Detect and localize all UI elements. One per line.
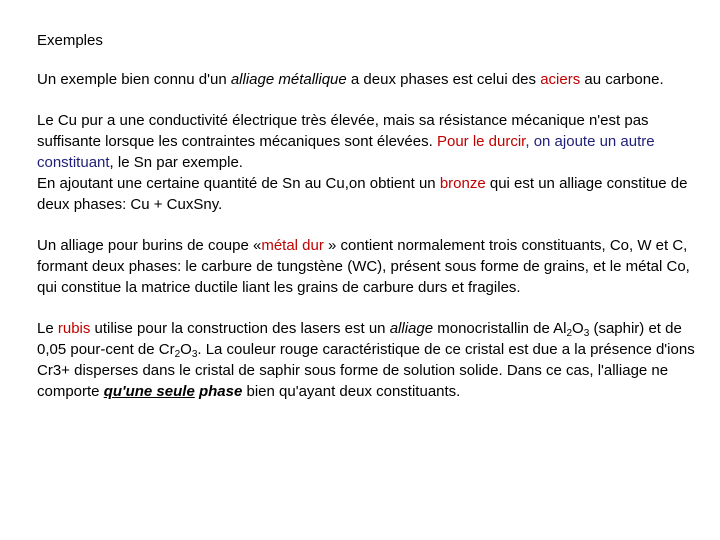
- p5-text-p: bien qu'ayant deux constituants.: [242, 383, 461, 400]
- p1-highlight-aciers: aciers: [540, 71, 581, 88]
- p2-highlight-durcir: durcir: [488, 133, 526, 150]
- p3-text-c: qui est un alliage constitue de deux phases: Cu + CuxSny.: [37, 175, 688, 213]
- p5-text-k: O: [180, 341, 192, 358]
- p4-text-c: » contient normalement trois constituants, Co, W et C, formant deux phases: le carbure de tungstène (WC), présent sous forme de grains, et le métal Co, qui constitue la matrice ductile liant les grains de carbure durs et fragiles.: [37, 237, 690, 296]
- p2-text-a: Le Cu pur a une conductivité électrique très élevée, mais sa résistance mécanique n'est pas suffisante lorsque les contraintes mécaniques sont élevées.: [37, 112, 649, 150]
- paragraph-alliage-metallique: [37, 69, 702, 90]
- p1-text-a: Un exemple bien connu d'un: [37, 71, 231, 88]
- p5-text-a: Le: [37, 320, 58, 337]
- p5-subscript-al: 2: [566, 328, 573, 339]
- paragraph-bronze: [37, 173, 702, 215]
- p5-emphasis-phase: phase: [198, 383, 243, 400]
- p2-highlight-constituant: , on ajoute un autre constituant: [37, 133, 655, 171]
- p5-text-i: (saphir) et de 0,05 pour-cent de Cr: [37, 320, 682, 358]
- paragraph-cuivre: [37, 110, 702, 173]
- p3-text-a: En ajoutant une certaine quantité de Sn au Cu,on obtient un: [37, 175, 440, 192]
- p5-subscript-o3: 3: [583, 328, 590, 339]
- section-title: Exemples: [37, 32, 103, 49]
- p1-text-e: au carbone.: [580, 71, 664, 88]
- p2-text-e: , le Sn par exemple.: [109, 154, 243, 171]
- p1-text-c: a deux phases est celui des: [346, 71, 541, 88]
- p5-text-c: utilise pour la construction des lasers est un: [90, 320, 390, 337]
- p5-text-e: monocristallin de Al: [433, 320, 567, 337]
- p5-text-m: . La couleur rouge caractéristique de ce cristal est due a la présence d'ions Cr3+ disperses dans le cristal de saphir sous forme de solution solide. Dans ce cas, l'alliage ne comporte: [37, 341, 695, 400]
- paragraph-metal-dur: [37, 235, 702, 298]
- p5-italic-alliage: alliage: [389, 320, 434, 337]
- p5-subscript-cr: 2: [174, 349, 181, 360]
- p1-italic-term: alliage métallique: [230, 71, 347, 88]
- p4-text-a: Un alliage pour burins de coupe «: [37, 237, 262, 254]
- p4-highlight-metal-dur: métal dur: [261, 237, 324, 254]
- p5-highlight-rubis: rubis: [57, 320, 91, 337]
- p5-text-g: O: [572, 320, 584, 337]
- p2-highlight-pour-le: Pour le: [436, 133, 485, 150]
- p5-subscript-o3-cr: 3: [191, 349, 198, 360]
- p3-highlight-bronze: bronze: [439, 175, 486, 192]
- document-page: [37, 31, 702, 422]
- paragraph-rubis: [37, 318, 702, 402]
- p5-emphasis-une-seule: qu'une seule: [103, 383, 195, 400]
